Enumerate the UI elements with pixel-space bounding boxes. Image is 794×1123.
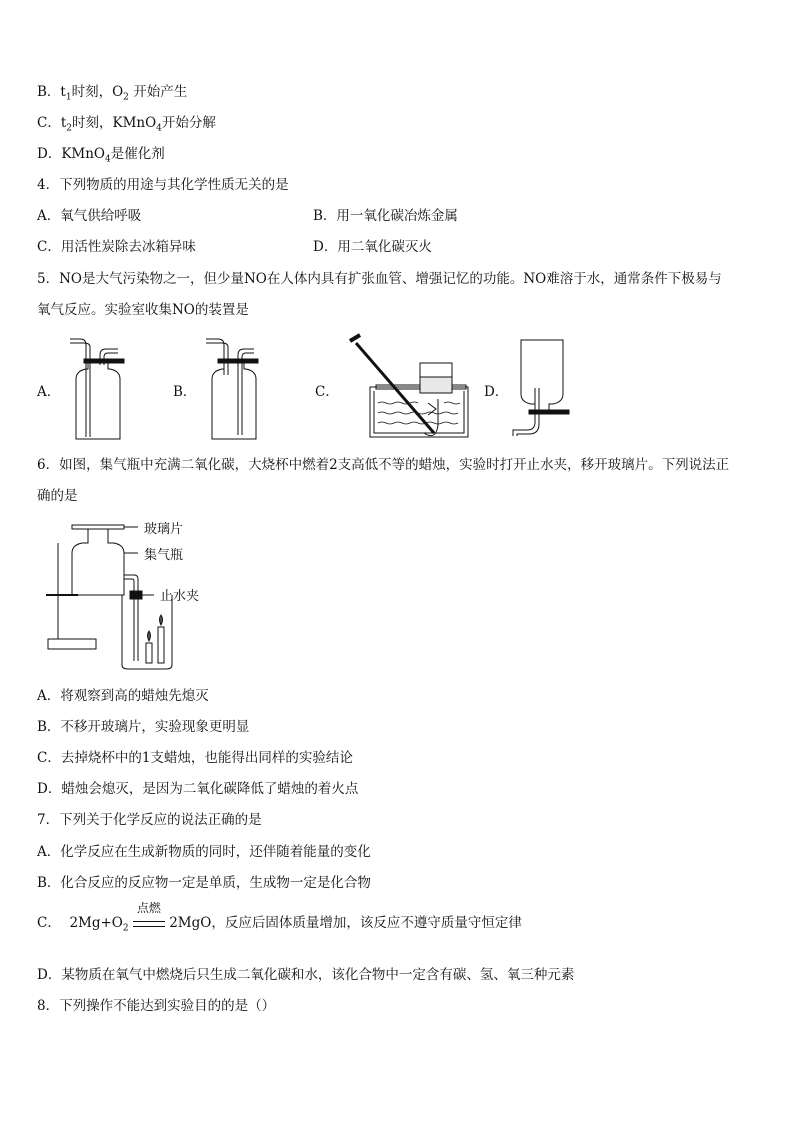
q3-option-d: D．KMnO$_4$是催化剂: [37, 146, 165, 165]
q8-stem: 8．下列操作不能达到实验目的的是（）: [37, 998, 276, 1014]
q5-apparatus-d: [505, 332, 585, 444]
q5-stem-line2: 氧气反应。实验室收集NO的装置是: [37, 302, 249, 318]
q5-label-c: C．: [315, 384, 339, 400]
q4-option-c: C．用活性炭除去冰箱异味: [37, 239, 196, 255]
q6-label-clamp: 止水夹: [160, 589, 200, 604]
q6-label-gas-bottle: 集气瓶: [144, 548, 184, 563]
q4-option-b: B．用一氧化碳冶炼金属: [313, 208, 458, 224]
q5-apparatus-a: [62, 335, 132, 445]
q5-label-a: A．: [37, 384, 61, 400]
q6-stem-line1: 6．如图，集气瓶中充满二氧化碳，大烧杯中燃着2支高低不等的蜡烛，实验时打开止水夹，移开玻璃片。下列说法正: [37, 457, 730, 473]
q4-option-d: D．用二氧化碳灭火: [313, 239, 432, 255]
q6-option-c: C．去掉烧杯中的1支蜡烛，也能得出同样的实验结论: [37, 750, 353, 766]
q7-option-c: C． $2Mg+O_2$ 点燃 2MgO，反应后固体质量增加，该反应不遵守质量守恒定律: [37, 901, 522, 934]
q6-stem-line2: 确的是: [37, 488, 78, 504]
q7-option-d: D．某物质在氧气中燃烧后只生成二氧化碳和水，该化合物中一定含有碳、氢、氧三种元素: [37, 967, 575, 983]
q5-label-b: B．: [173, 384, 197, 400]
q7-option-b: B．化合反应的反应物一定是单质，生成物一定是化合物: [37, 875, 371, 891]
equation-rhs: 2MgO: [169, 915, 212, 931]
q6-label-glass-plate: 玻璃片: [144, 522, 184, 537]
q5-apparatus-b: [198, 335, 268, 445]
q3-option-c: C．$t_2$时刻，KMnO$_4$开始分解: [37, 115, 216, 134]
q6-option-a: A．将观察到高的蜡烛先熄灭: [37, 688, 209, 704]
q3-option-b: B．$t_1$时刻，$O_2$ 开始产生: [37, 84, 188, 103]
q7-option-a: A．化学反应在生成新物质的同时，还伴随着能量的变化: [37, 844, 371, 860]
q6-option-b: B．不移开玻璃片，实验现象更明显: [37, 719, 250, 735]
q5-stem-line1: 5．NO是大气污染物之一，但少量NO在人体内具有扩张血管、增强记忆的功能。NO难溶于水，通常条件下极易与: [37, 271, 722, 287]
q5-label-d: D．: [484, 384, 509, 400]
q7-stem: 7．下列关于化学反应的说法正确的是: [37, 812, 262, 828]
equation-lhs: $2Mg+O_2$: [69, 915, 129, 934]
q5-apparatus-c: [340, 333, 480, 443]
reaction-condition: 点燃: [133, 913, 165, 933]
q4-option-a: A．氧气供给呼吸: [37, 208, 142, 224]
q6-option-d: D．蜡烛会熄灭，是因为二氧化碳降低了蜡烛的着火点: [37, 781, 359, 797]
q4-stem: 4．下列物质的用途与其化学性质无关的是: [37, 177, 289, 193]
